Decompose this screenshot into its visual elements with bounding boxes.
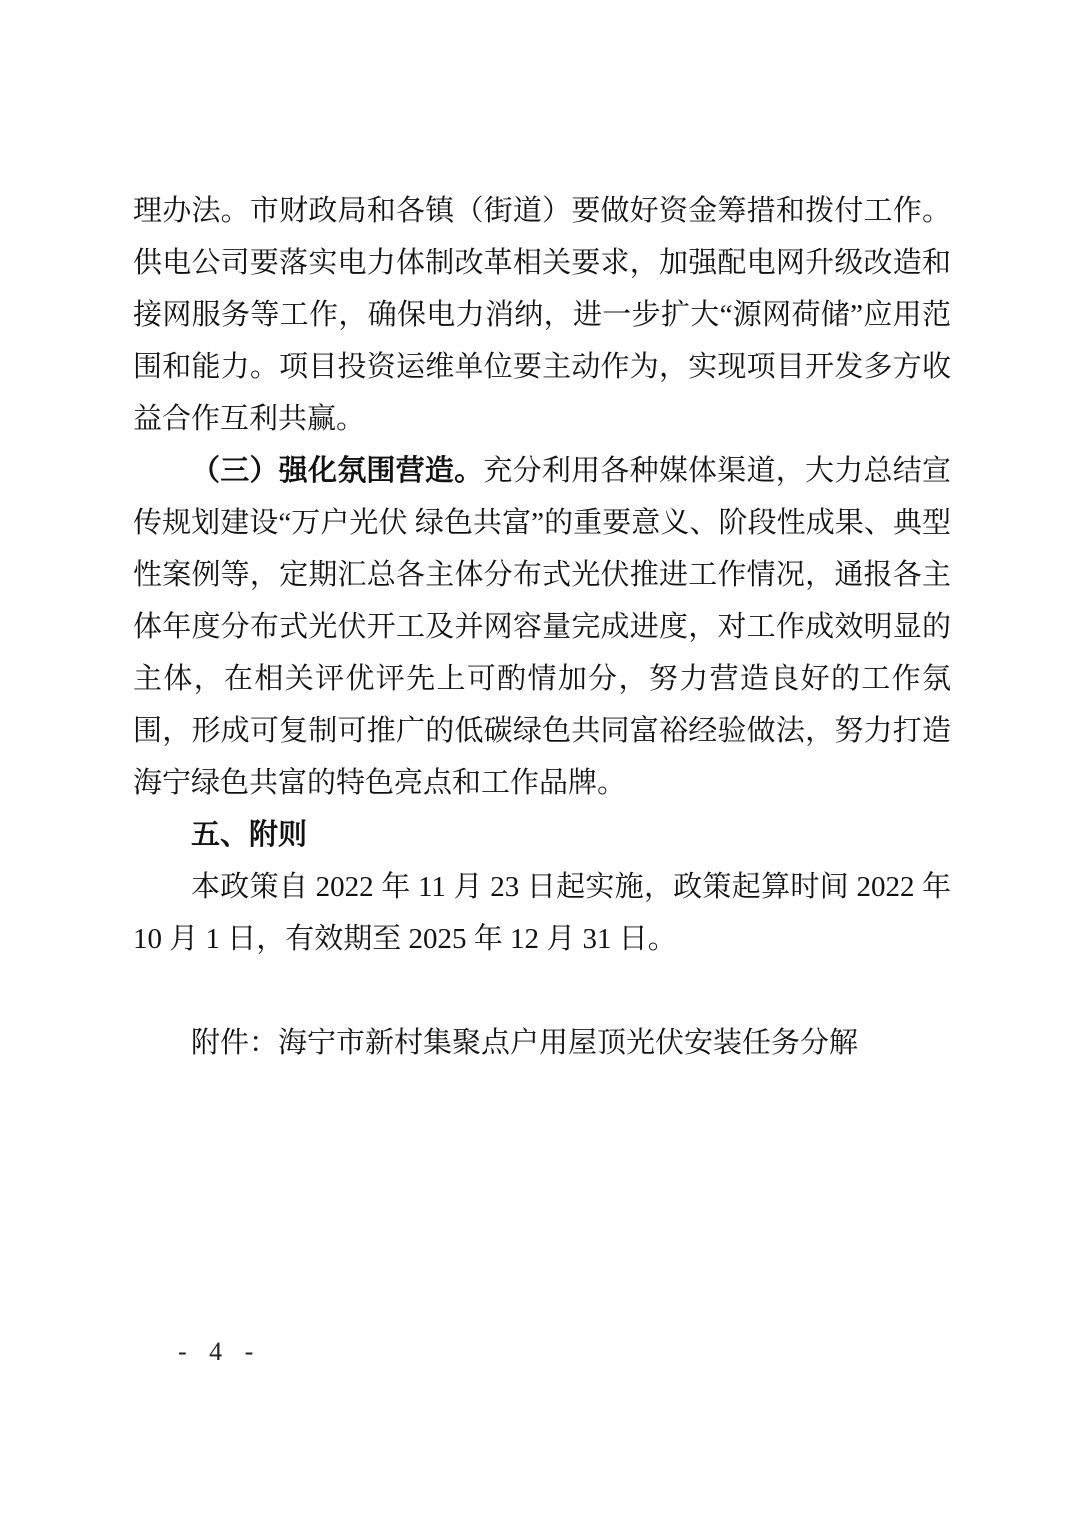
paragraph-section-3 [133, 445, 951, 809]
attachment-line: 附件：海宁市新村集聚点户用屋顶光伏安装任务分解 [191, 1027, 859, 1059]
document-body [133, 185, 951, 1069]
section-3-lead: （三）强化氛围营造。 [191, 455, 484, 487]
paragraph-effective-date: 本政策自 2022 年 11 月 23 日起实施，政策起算时间 2022 年 10 月 1 日，有效期至 2025 年 12 月 31 日。 [133, 871, 951, 955]
section-3-body: 充分利用各种媒体渠道，大力总结宣传规划建设“万户光伏 绿色共富”的重要意义、阶段性成果、典型性案例等，定期汇总各主体分布式光伏推进工作情况，通报各主体年度分布式光伏开工及并网容量完成进度，对工作成效明显的主体，在相关评优评先上可酌情加分，努力营造良好的工作氛围，形成可复制可推广的低碳绿色共同富裕经验做法，努力打造海宁绿色共富的特色亮点和工作品牌。 [133, 455, 951, 799]
section-5-heading: 五、附则 [191, 819, 308, 851]
paragraph-continuation: 理办法。市财政局和各镇（街道）要做好资金筹措和拨付工作。供电公司要落实电力体制改革相关要求，加强配电网升级改造和接网服务等工作，确保电力消纳，进一步扩大“源网荷储”应用范围和能力。项目投资运维单位要主动作为，实现项目开发多方收益合作互利共赢。 [133, 195, 951, 435]
page-number: - 4 - [178, 1337, 262, 1366]
